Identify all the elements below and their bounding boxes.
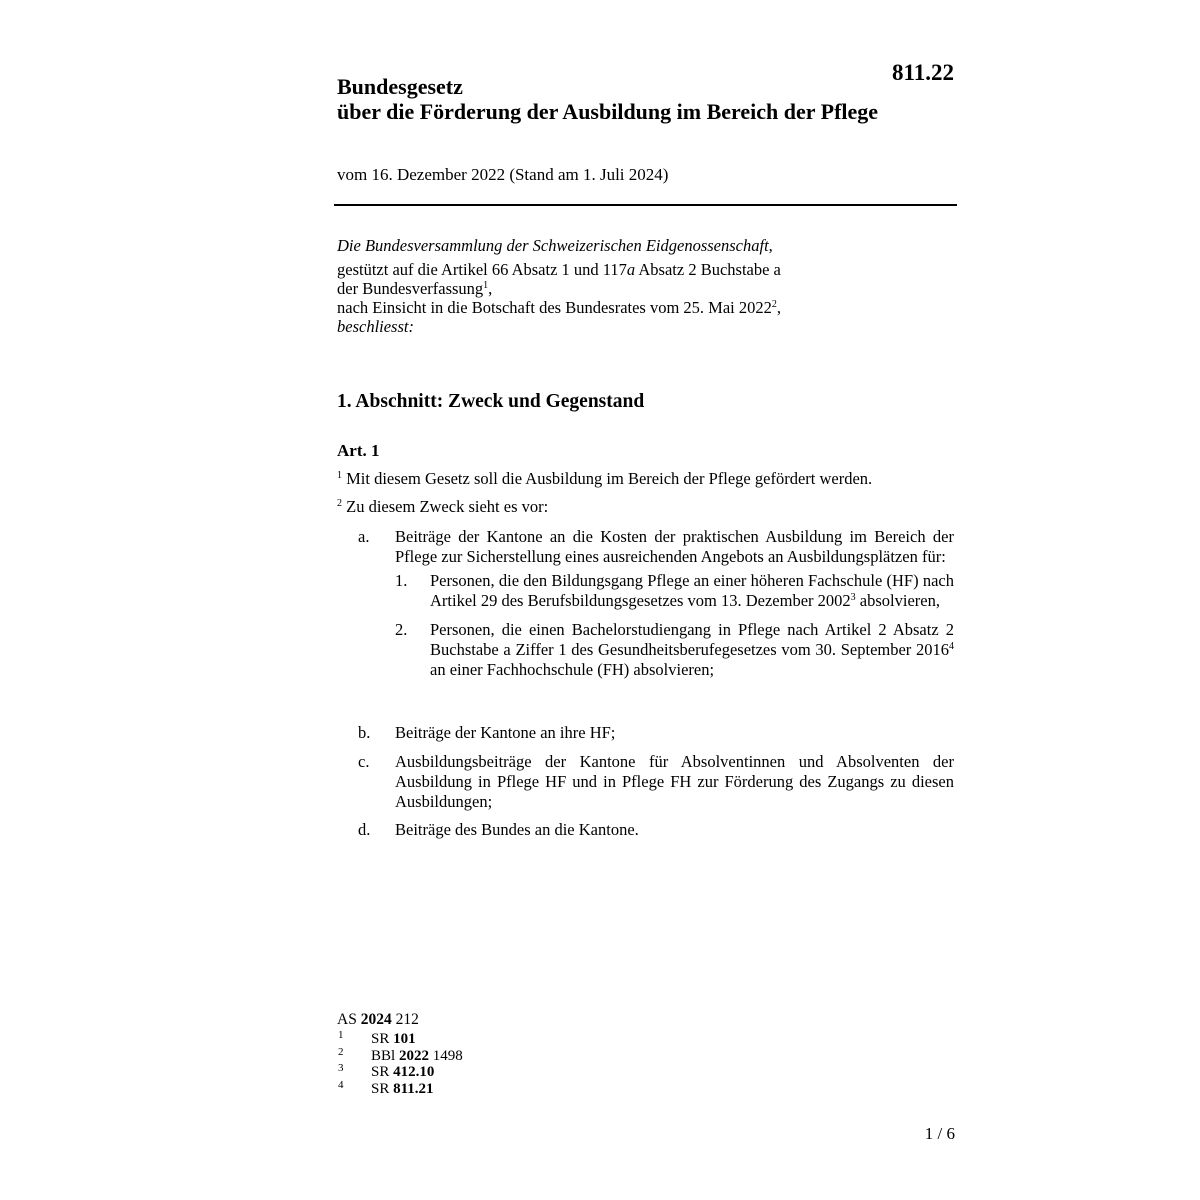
- list-item-a: [337, 527, 954, 680]
- preamble-basis-line-2: der Bundesverfassung$^1$,: [337, 279, 493, 298]
- footnote-ref-1[interactable]: 1: [483, 280, 489, 291]
- list-item-c: c. Ausbildungsbeiträge der Kantone für Absolventinnen und Absolventen der Ausbildung in Pflege HF und in Pflege FH zur Förderung des Zugangs zu diesen Ausbildungen;: [358, 752, 954, 811]
- article-heading: Art. 1: [337, 441, 380, 460]
- preamble-authority: Die Bundesversammlung der Schweizerischen Eidgenossenschaft,: [337, 236, 773, 255]
- footnote-ref-3[interactable]: 3: [850, 592, 856, 603]
- sub-item-2: 2. Personen, die einen Bachelorstudiengang in Pflege nach Artikel 2 Absatz 2 Buchstabe a Ziffer 1 des Gesundheitsberufegesetzes vom 30. September 2016$^4$ an einer Fachhochschule (FH) absolvieren;: [395, 620, 954, 679]
- official-collection-ref: AS 2024 212: [337, 1011, 419, 1028]
- footnote-ref-2[interactable]: 2: [771, 299, 777, 310]
- preamble-message: nach Einsicht in die Botschaft des Bundesrates vom 25. Mai 2022$^2$,: [337, 298, 782, 317]
- sub-item-1: 1. Personen, die den Bildungsgang Pflege an einer höheren Fachschule (HF) nach Artikel 29 des Berufsbildungsgesetzes vom 13. Dezember 2002$^3$ absolvieren,: [395, 571, 954, 610]
- date-line: vom 16. Dezember 2022 (Stand am 1. Juli 2024): [337, 165, 669, 184]
- footnote-ref-4[interactable]: 4: [949, 641, 954, 652]
- preamble: [337, 236, 781, 336]
- list-item-b: b. Beiträge der Kantone an ihre HF;: [358, 723, 616, 742]
- document-page: [337, 0, 957, 1200]
- list-text-a: Beiträge der Kantone an die Kosten der praktischen Ausbildung im Bereich der Pflege zur Sicherstellung eines ausreichenden Angebots an Ausbildungsplätzen für:: [395, 527, 954, 566]
- footnote: 3 SR 412.10: [338, 1062, 435, 1080]
- footnote: 1 SR 101: [338, 1029, 416, 1047]
- section-heading: 1. Abschnitt: Zweck und Gegenstand: [337, 391, 645, 412]
- footnote: 2 BBl 2022 1498: [338, 1045, 463, 1064]
- footnotes: [337, 1031, 463, 1097]
- title-line-2: über die Förderung der Ausbildung im Bereich der Pflege: [337, 99, 879, 124]
- preamble-basis-line-1: gestützt auf die Artikel 66 Absatz 1 und 117a Absatz 2 Buchstabe a: [337, 260, 781, 279]
- paragraph-1: $^1$ Mit diesem Gesetz soll die Ausbildung im Bereich der Pflege gefördert werden.: [337, 469, 873, 488]
- paragraph-2: $^2$ Zu diesem Zweck sieht es vor:: [337, 497, 549, 516]
- page-number: 1 / 6: [924, 1124, 955, 1143]
- list-item-d: d. Beiträge des Bundes an die Kantone.: [358, 820, 639, 839]
- document-title: [337, 74, 878, 124]
- footnote: 4 SR 811.21: [338, 1078, 434, 1097]
- title-line-1: Bundesgesetz: [337, 74, 463, 99]
- horizontal-rule: [334, 204, 957, 206]
- list-marker-a: a.: [358, 527, 370, 546]
- preamble-resolves: beschliesst:: [337, 317, 414, 336]
- sr-number: 811.22: [892, 60, 954, 85]
